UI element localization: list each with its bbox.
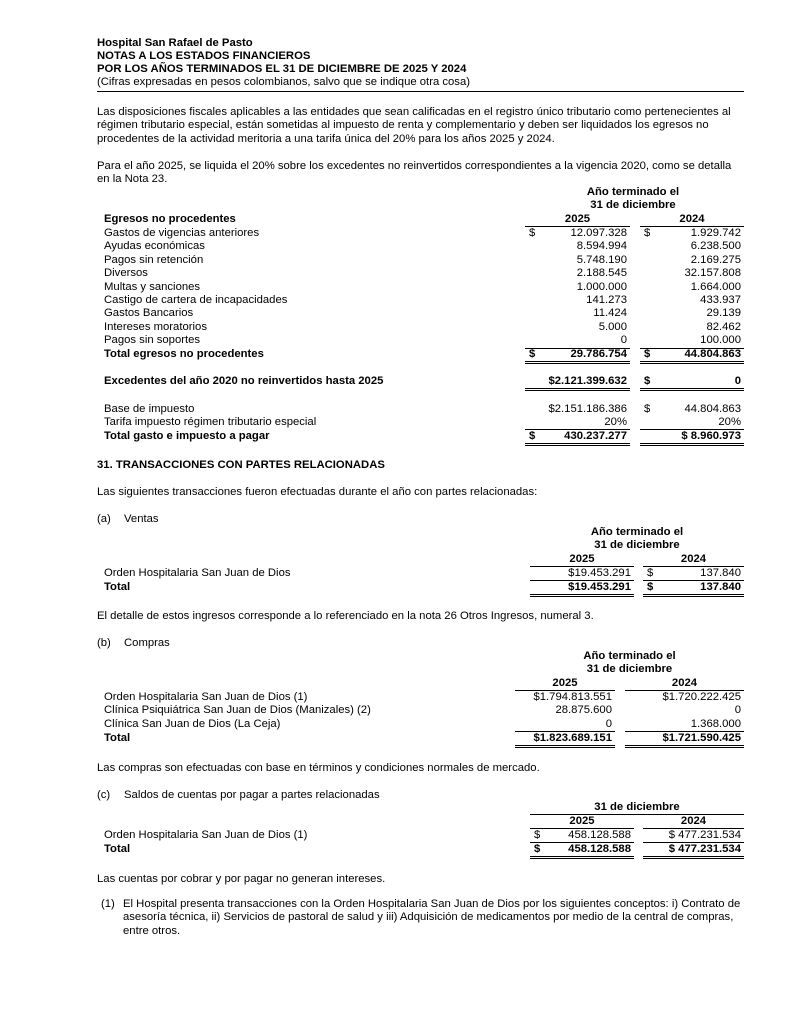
intro-paragraph-2: Para el año 2025, se liquida el 20% sobre los excedentes no reinvertidos correspondientes a la vigencia 2020, como se detalla en la Nota 23. bbox=[97, 160, 732, 186]
row-label: Ayudas económicas bbox=[104, 240, 205, 253]
row-label: Multas y sanciones bbox=[104, 280, 201, 293]
compras-letter: (b) bbox=[97, 637, 111, 649]
ventas-col-2024: 2024 bbox=[643, 553, 744, 567]
intro-paragraph-1: Las disposiciones fiscales aplicables a las entidades que sean calificadas en el registro único tributario como pertenecientes al régimen tributario especial, están sometidas al impuesto de renta y complementario y deben ser liquidados los egresos no procedentes de la actividad meritoria a una tarifa única del 20% para los años 2025 y 2024. bbox=[97, 106, 731, 145]
value-2025-cell: 5.000 bbox=[598, 320, 627, 333]
row-label: Intereses moratorios bbox=[104, 320, 207, 333]
ventas-title: Ventas bbox=[124, 513, 159, 525]
saldos-2024-cell: $ 477.231.534 bbox=[643, 829, 744, 843]
total-gasto-2025-cell: $ 430.237.277 bbox=[525, 430, 630, 446]
compras-title: Compras bbox=[124, 637, 170, 649]
value-2024-cell: 100.000 bbox=[640, 334, 744, 348]
saldos-row-label: Orden Hospitalaria San Juan de Dios (1) bbox=[104, 829, 308, 841]
row-label: Pagos sin retención bbox=[104, 253, 204, 266]
row-label: Pagos sin soportes bbox=[104, 334, 201, 347]
base-2025-cell: $2.151.186.386 bbox=[548, 403, 627, 415]
value-2024-cell: 82.462 bbox=[706, 320, 741, 333]
footnote bbox=[101, 898, 744, 938]
table1-header-1: Año terminado el bbox=[586, 186, 680, 198]
value-2024-cell: 2.169.275 bbox=[690, 253, 741, 266]
ventas-total-label: Total bbox=[104, 581, 131, 593]
value-2025-cell: $1.794.813.551 bbox=[533, 691, 612, 703]
saldos-total-2025-cell: $ 458.128.588 bbox=[530, 843, 634, 859]
compras-note: Las compras son efectuadas con base en términos y condiciones normales de mercado. bbox=[97, 762, 540, 774]
ventas-col-2025: 2025 bbox=[530, 553, 634, 567]
value-2025-cell: 11.424 bbox=[593, 307, 627, 320]
ventas-total-2024-cell: $ 137.840 bbox=[643, 581, 744, 597]
row-label: Gastos Bancarios bbox=[104, 307, 194, 320]
value-2025-cell: 0 bbox=[525, 334, 630, 348]
total-gasto-label: Total gasto e impuesto a pagar bbox=[104, 430, 270, 442]
base-impuesto-label: Base de impuesto bbox=[104, 403, 195, 415]
compras-col-2025: 2025 bbox=[515, 677, 615, 691]
excedentes-2024-cell: $ 0 bbox=[640, 375, 744, 391]
total-2024-cell: $ 44.804.863 bbox=[640, 348, 744, 364]
compras-heading bbox=[97, 637, 170, 649]
value-2025-cell: 28.875.600 bbox=[555, 704, 612, 717]
ventas-letter: (a) bbox=[97, 513, 111, 525]
tarifa-2024-cell: 20% bbox=[640, 416, 744, 430]
section-31-intro: Las siguientes transacciones fueron efectuadas durante el año con partes relacionadas: bbox=[97, 486, 538, 498]
value-2025-cell: 2.188.545 bbox=[576, 267, 627, 280]
value-2024-cell: 0 bbox=[734, 704, 741, 717]
value-2025-cell: $ 12.097.328 bbox=[529, 227, 627, 239]
tarifa-2025-cell: 20% bbox=[525, 416, 630, 430]
compras-total-label: Total bbox=[104, 732, 131, 744]
table1-col-2024: 2024 bbox=[640, 213, 744, 227]
ventas-row-label: Orden Hospitalaria San Juan de Dios bbox=[104, 567, 291, 579]
saldos-total-label: Total bbox=[104, 843, 131, 855]
compras-total-2024-cell: $1.721.590.425 bbox=[625, 732, 744, 748]
saldos-title: Saldos de cuentas por pagar a partes relacionadas bbox=[124, 789, 380, 801]
ventas-2024-cell: $ 137.840 bbox=[643, 567, 744, 581]
row-label: Clínica Psiquiátrica San Juan de Dios (Manizales) (2) bbox=[104, 704, 371, 717]
saldos-col-2025: 2025 bbox=[530, 815, 634, 829]
notes-title: NOTAS A LOS ESTADOS FINANCIEROS bbox=[97, 50, 311, 62]
base-2024-cell: $ 44.804.863 bbox=[644, 403, 741, 415]
value-2025-cell: 141.273 bbox=[586, 294, 627, 306]
value-2025-cell: 0 bbox=[515, 718, 615, 732]
tarifa-label: Tarifa impuesto régimen tributario especial bbox=[104, 416, 317, 428]
compras-header-1: Año terminado el bbox=[583, 650, 676, 662]
currency-note: (Cifras expresadas en pesos colombianos, salvo que se indique otra cosa) bbox=[97, 76, 471, 88]
ventas-note: El detalle de estos ingresos corresponde a lo referenciado en la nota 26 Otros Ingresos, numeral 3. bbox=[97, 610, 594, 622]
value-2024-cell: $1.720.222.425 bbox=[662, 691, 741, 703]
value-2024-cell: 29.139 bbox=[706, 307, 741, 320]
saldos-header: 31 de diciembre bbox=[530, 801, 744, 815]
saldos-total-2024-cell: $ 477.231.534 bbox=[643, 843, 744, 859]
ventas-header-1: Año terminado el bbox=[590, 526, 684, 538]
compras-header-2: 31 de diciembre bbox=[586, 663, 673, 675]
value-2024-cell: 6.238.500 bbox=[690, 240, 741, 253]
period-title: POR LOS AÑOS TERMINADOS EL 31 DE DICIEMBRE DE 2025 Y 2024 bbox=[97, 63, 467, 75]
compras-col-2024: 2024 bbox=[625, 677, 744, 691]
value-2024-cell: 1.664.000 bbox=[690, 280, 741, 293]
document-header bbox=[97, 37, 744, 92]
saldos-heading bbox=[97, 789, 380, 801]
excedentes-2025-cell: $2.121.399.632 bbox=[525, 375, 630, 391]
total-label: Total egresos no procedentes bbox=[104, 348, 264, 360]
ventas-2025-cell: $19.453.291 bbox=[530, 567, 634, 581]
footnote-text: El Hospital presenta transacciones con la Orden Hospitalaria San Juan de Dios por los siguientes conceptos: i) Contrato de asesoría técnica, ii) Servicios de pastoral de salud y iii) Adquisición de medicamentos por medio de la central de compras, entre otros. bbox=[123, 898, 741, 937]
section-31-title: 31. TRANSACCIONES CON PARTES RELACIONADAS bbox=[97, 459, 385, 471]
compras-total-2025-cell: $1.823.689.151 bbox=[515, 732, 615, 748]
value-2025-cell: 5.748.190 bbox=[576, 253, 627, 266]
row-label: Clínica San Juan de Dios (La Ceja) bbox=[104, 717, 281, 730]
table1-col-2025: 2025 bbox=[525, 213, 630, 227]
hospital-name: Hospital San Rafael de Pasto bbox=[97, 37, 253, 49]
value-2024-cell: 433.937 bbox=[700, 294, 741, 306]
ventas-total-2025-cell: $19.453.291 bbox=[530, 581, 634, 597]
row-label: Castigo de cartera de incapacidades bbox=[104, 294, 288, 306]
value-2025-cell: 8.594.994 bbox=[576, 240, 627, 253]
total-2025-cell: $ 29.786.754 bbox=[525, 348, 630, 364]
value-2024-cell: 1.368.000 bbox=[625, 718, 744, 732]
row-label: Gastos de vigencias anteriores bbox=[104, 227, 260, 239]
saldos-letter: (c) bbox=[97, 789, 111, 801]
table1-section-label: Egresos no procedentes bbox=[104, 213, 236, 225]
row-label: Diversos bbox=[104, 267, 148, 280]
ventas-heading bbox=[97, 513, 159, 525]
ventas-header-2: 31 de diciembre bbox=[594, 539, 680, 551]
saldos-col-2024: 2024 bbox=[643, 815, 744, 829]
total-gasto-2024-cell: $ 8.960.973 bbox=[640, 430, 744, 446]
excedentes-label: Excedentes del año 2020 no reinvertidos hasta 2025 bbox=[104, 375, 384, 387]
value-2024-cell: $ 1.929.742 bbox=[644, 227, 741, 239]
saldos-2025-cell: $ 458.128.588 bbox=[530, 829, 634, 843]
value-2024-cell: 32.157.808 bbox=[684, 267, 741, 280]
table1-header-2: 31 de diciembre bbox=[590, 199, 676, 211]
row-label: Orden Hospitalaria San Juan de Dios (1) bbox=[104, 691, 308, 703]
footnote-number: (1) bbox=[101, 898, 115, 910]
value-2025-cell: 1.000.000 bbox=[576, 280, 627, 293]
saldos-note: Las cuentas por cobrar y por pagar no generan intereses. bbox=[97, 873, 386, 885]
